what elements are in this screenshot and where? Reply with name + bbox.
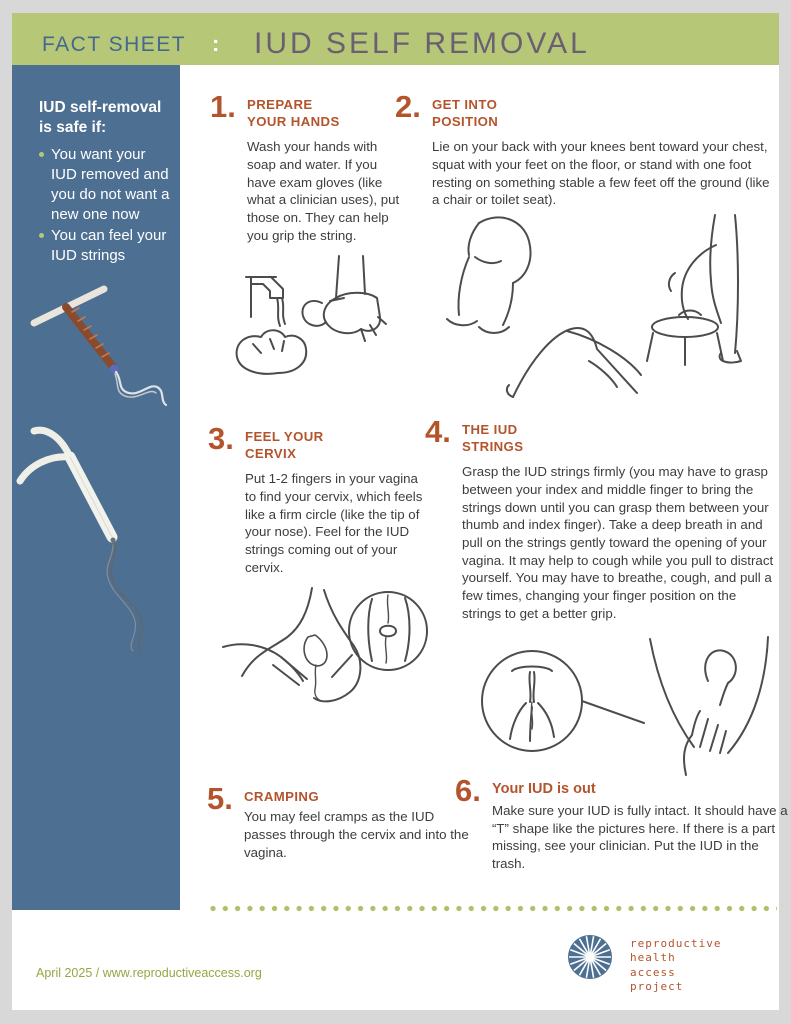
header-bar: [12, 13, 779, 65]
step-2-number: 2.: [395, 89, 421, 124]
logo-word: access: [630, 965, 676, 979]
sidebar-bullet-item: [39, 226, 173, 266]
step-4-heading: THE IUD STRINGS: [462, 422, 524, 455]
logo-word: health: [630, 951, 676, 965]
step-6: [455, 773, 788, 873]
fact-sheet-page: [12, 13, 788, 1010]
step-3: [208, 421, 438, 576]
fact-sheet-label: FACT SHEET: [42, 33, 187, 56]
sidebar-bullet-list: [39, 145, 173, 267]
wash-hands-illustration: [217, 251, 395, 409]
step-1: [210, 89, 420, 244]
step-3-heading: FEEL YOUR CERVIX: [245, 429, 324, 462]
step-5: [207, 781, 477, 861]
step-4-number: 4.: [425, 414, 451, 449]
step-3-body: Put 1-2 fingers in your vagina to find your cervix, which feels like a firm circle (like the tip of your nose). Feel for the IUD strings coming out of your cervix.: [245, 471, 423, 575]
step-2-body: Lie on your back with your knees bent toward your chest, squat with your feet on the floor, or stand with one foot resting on something stable a few feet off the ground (like a chair or toilet seat).: [432, 139, 770, 208]
step-5-heading: CRAMPING: [244, 789, 319, 804]
sidebar-heading: IUD self-removal is safe if:: [39, 99, 162, 137]
step-3-number: 3.: [208, 421, 234, 456]
page-title: IUD SELF REMOVAL: [254, 27, 590, 60]
bullet-dot-icon: [39, 152, 44, 157]
step-5-body: You may feel cramps as the IUD passes through the cervix and into the vagina.: [244, 809, 469, 860]
step-1-heading: PREPARE YOUR HANDS: [247, 97, 340, 130]
step-6-number: 6.: [455, 773, 481, 808]
logo-word: project: [630, 979, 684, 993]
step-5-number: 5.: [207, 781, 233, 816]
dotted-separator: [210, 905, 777, 912]
sidebar-bullet-text: You want your IUD removed and you do not want a new one now: [51, 146, 170, 223]
header-colon: :: [212, 31, 220, 56]
logo-wordmark: [630, 937, 721, 994]
positions-illustration: [417, 211, 775, 410]
sidebar-bullet-text: You can feel your IUD strings: [51, 226, 167, 264]
hormonal-iud-photo: [12, 417, 177, 655]
logo-word: reproductive: [630, 937, 722, 950]
step-1-body: Wash your hands with soap and water. If you have exam gloves (like what a clinician uses), put those on. They can help you grip the string.: [247, 139, 400, 243]
step-6-heading: Your IUD is out: [492, 781, 596, 797]
step-2: [395, 89, 779, 209]
step-2-heading: GET INTO POSITION: [432, 97, 499, 130]
sidebar-bullet-item: [39, 145, 173, 225]
sidebar: [12, 65, 180, 910]
step-4-body: Grasp the IUD strings firmly (you may have to grasp between your index and middle finger to bring the strings down until you can grasp them between your thumb and index finger). Take a deep breath in and pull on the strings gently toward the opening of your vagina. It may help to cough while you pull to distract yourself. You may have to breathe, cough, and pull a few times, changing your finger position on the strings to get a better grip.: [462, 464, 774, 621]
copper-iud-photo: [16, 261, 176, 413]
sunburst-logo-icon: [566, 933, 614, 981]
feel-cervix-illustration: [220, 585, 434, 781]
rhap-logo: [566, 933, 766, 993]
footer-credit: April 2025 / www.reproductiveaccess.org: [36, 966, 262, 980]
bullet-dot-icon: [39, 233, 44, 238]
step-6-body: Make sure your IUD is fully intact. It should have a “T” shape like the pictures here. If there is a part missing, see your clinician. Put the IUD in the trash.: [492, 802, 788, 871]
step-4: [425, 414, 779, 622]
grasp-strings-illustration: [460, 635, 778, 777]
step-1-number: 1.: [210, 89, 236, 124]
